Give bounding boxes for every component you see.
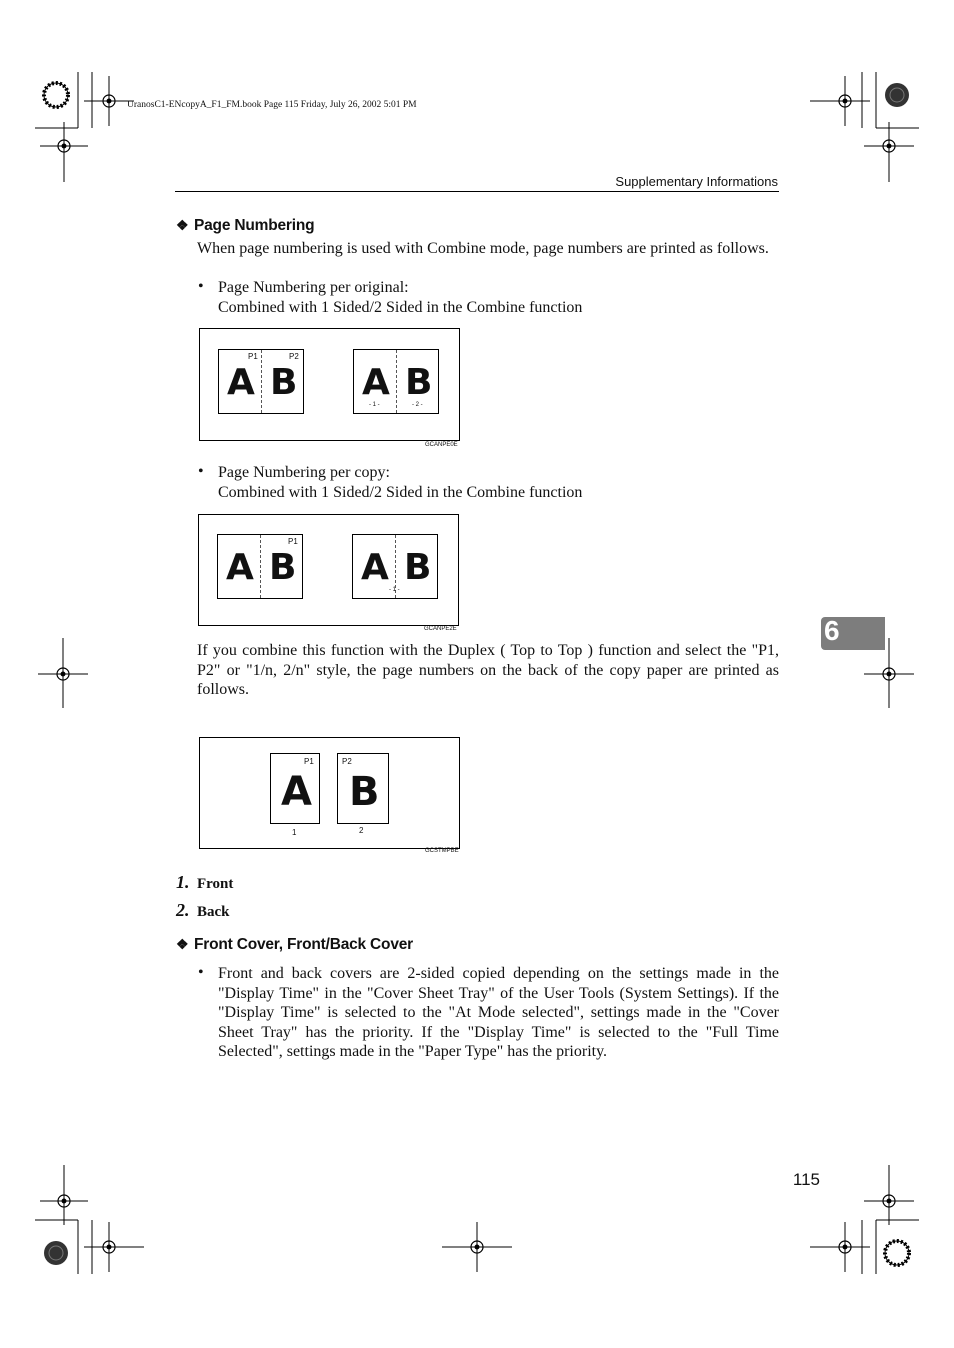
figure-code: GCSTMPBE bbox=[425, 848, 459, 854]
bullet-icon: • bbox=[198, 463, 204, 480]
fold-line bbox=[396, 350, 397, 413]
bullet-per-original bbox=[218, 278, 779, 317]
callout-number: 2 bbox=[359, 826, 364, 835]
paper-sheet bbox=[217, 534, 303, 599]
letter-b: B bbox=[349, 769, 380, 815]
page-label: P1 bbox=[248, 352, 258, 361]
page-label: - 1 - bbox=[369, 402, 380, 408]
letter-b: B bbox=[270, 362, 298, 403]
figure-duplex-back bbox=[199, 737, 460, 849]
paper-sheet bbox=[218, 349, 304, 414]
page-label: P1 bbox=[288, 537, 298, 546]
letter-b: B bbox=[404, 547, 432, 588]
intro-paragraph: When page numbering is used with Combine mode, page numbers are printed as follows. bbox=[197, 240, 769, 257]
figure-code: GCANPE2E bbox=[424, 626, 457, 632]
letter-a: A bbox=[281, 769, 312, 815]
fold-line bbox=[261, 350, 262, 413]
fold-line bbox=[260, 535, 261, 598]
page-label: P2 bbox=[342, 757, 352, 766]
legend-label: Front bbox=[197, 876, 234, 892]
cover-bullet-text: Front and back covers are 2-sided copied depending on the settings made in the "Display Time" in the "Cover Sheet Tray" of the User Tools (System Settings). If the "Display Time" is selected to the "At Mode selected", settings made in the "Cover Sheet Tray" has the priority. If the "Display Time" is selected to the "Full Time Selected", settings made in the "Paper Type" has the priority. bbox=[218, 965, 779, 1060]
figure-code: GCANPE0E bbox=[425, 442, 458, 448]
letter-a: A bbox=[361, 547, 389, 588]
letter-b: B bbox=[405, 362, 433, 403]
file-info-header: UranosC1-ENcopyA_F1_FM.book Page 115 Friday, July 26, 2002 5:01 PM bbox=[127, 100, 417, 110]
callout-number: 1 bbox=[292, 828, 297, 837]
legend-item-front bbox=[176, 872, 233, 893]
bullet-icon: • bbox=[198, 964, 204, 981]
page-label: - 1 - bbox=[389, 587, 400, 593]
bullet-per-copy bbox=[218, 463, 779, 502]
running-head: Supplementary Informations bbox=[615, 174, 778, 189]
paper-sheet-back bbox=[337, 753, 389, 824]
letter-a: A bbox=[226, 547, 254, 588]
legend-item-back bbox=[176, 900, 230, 921]
diamond-icon: ❖ bbox=[176, 936, 189, 952]
letter-a: A bbox=[362, 362, 390, 403]
bullet-line: Page Numbering per original: bbox=[218, 279, 409, 296]
legend-number: 1. bbox=[176, 872, 190, 892]
letter-b: B bbox=[269, 547, 297, 588]
heading-text: Front Cover, Front/Back Cover bbox=[194, 936, 413, 953]
paper-sheet-front bbox=[270, 753, 320, 824]
figure-per-original bbox=[199, 328, 460, 441]
page-label: - 2 - bbox=[412, 402, 423, 408]
legend-number: 2. bbox=[176, 900, 190, 920]
diamond-icon: ❖ bbox=[176, 217, 189, 233]
chapter-number: 6 bbox=[824, 615, 840, 646]
header-rule bbox=[175, 191, 779, 192]
section-heading-front-cover bbox=[176, 936, 413, 954]
page-label: P2 bbox=[289, 352, 299, 361]
duplex-paragraph: If you combine this function with the Duplex ( Top to Top ) function and select the "P1, P2" or "1/n, 2/n" style, the page numbers on the back of the copy paper are printed as follows. bbox=[197, 642, 779, 698]
bullet-icon: • bbox=[198, 278, 204, 295]
section-heading-page-numbering bbox=[176, 217, 314, 235]
figure-per-copy bbox=[198, 514, 459, 626]
legend-label: Back bbox=[197, 904, 230, 920]
letter-a: A bbox=[227, 362, 255, 403]
bullet-line: Page Numbering per copy: bbox=[218, 464, 390, 481]
page-number: 115 bbox=[792, 1170, 820, 1189]
heading-text: Page Numbering bbox=[194, 217, 315, 234]
paper-sheet bbox=[352, 534, 438, 599]
paper-sheet bbox=[353, 349, 439, 414]
page-label: P1 bbox=[304, 757, 314, 766]
bullet-line: Combined with 1 Sided/2 Sided in the Combine function bbox=[218, 483, 583, 501]
bullet-line: Combined with 1 Sided/2 Sided in the Combine function bbox=[218, 298, 583, 316]
